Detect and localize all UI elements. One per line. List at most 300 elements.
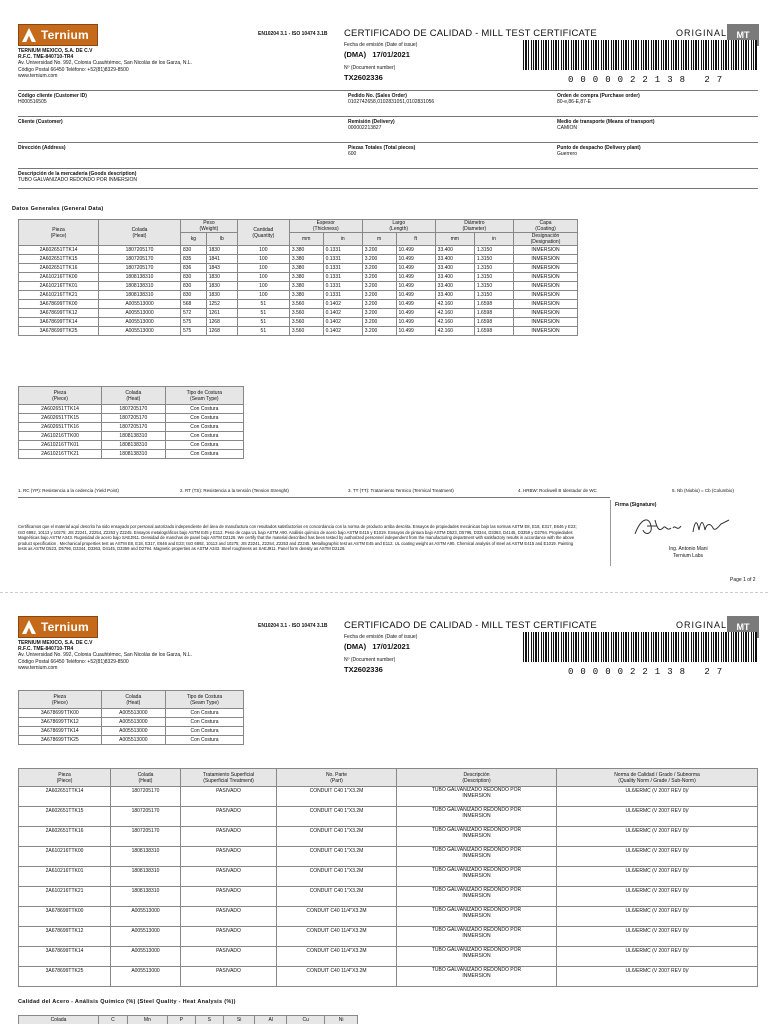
- cell-treatment: PASIVADO: [181, 807, 277, 827]
- seam-type-en: (Seam Type): [190, 395, 219, 402]
- mt-badge: MT: [727, 616, 759, 638]
- cell-heat: A005513000: [101, 709, 165, 718]
- purchase-order: 80-e,86-E,87-E: [557, 99, 591, 105]
- col-piece: [19, 220, 99, 246]
- surf-piece-en: (Piece): [56, 777, 73, 784]
- table-row: [19, 727, 244, 736]
- chem-col-p: P: [167, 1016, 195, 1024]
- cell-piece: 2A610216TTK01: [19, 867, 111, 887]
- cell-thickness-mm: 3.560: [289, 309, 323, 318]
- cell-heat: A005513000: [99, 318, 181, 327]
- cell-weight-kg: 830: [181, 282, 207, 291]
- company-website: www.ternium.com: [18, 72, 58, 79]
- cell-thickness-in: 0.1402: [323, 309, 362, 318]
- cell-seam-type: Con Costura: [165, 414, 243, 423]
- table-row: [19, 255, 578, 264]
- cell-length-m: 3.200: [362, 264, 396, 273]
- cell-coating: INMERSION: [514, 246, 578, 255]
- description-line: INMERSION: [462, 793, 491, 799]
- issue-date: [344, 642, 410, 651]
- seam-type-en: (Seam Type): [190, 699, 219, 706]
- company-phone: Código Postal 66450 Teléfono: +52(81)8329-8500: [18, 66, 129, 73]
- cell-treatment: PASIVADO: [181, 947, 277, 967]
- cell-weight-kg: 568: [181, 300, 207, 309]
- company-block: [18, 48, 258, 79]
- col-weight: [181, 220, 238, 233]
- barcode-number: 0000022138 27: [568, 75, 730, 85]
- delivery-plant: Guerrero: [557, 151, 578, 157]
- cell-piece: 2A610216TTK00: [19, 273, 99, 282]
- description-line: TUBO GALVANIZADO REDONDO POR: [431, 807, 522, 813]
- cell-thickness-mm: 3.380: [289, 282, 323, 291]
- seam-table-1: [18, 386, 244, 459]
- description-line: INMERSION: [462, 933, 491, 939]
- cell-part: CONDUIT C40 1"X3.2M: [277, 827, 397, 847]
- standard-ref: EN10204 3.1 - ISO 10474 3.1B: [258, 31, 328, 37]
- cell-length-ft: 10.499: [396, 309, 435, 318]
- cell-diameter-in: 1.3150: [474, 255, 513, 264]
- company-address: Av. Universidad No. 992, Colonia Cuauhtémoc, San Nicolás de los Garza, N.L.: [18, 60, 193, 67]
- pieces-cell: [348, 145, 415, 157]
- cell-heat: 1807205170: [102, 414, 166, 423]
- address-label: Dirección (Address): [18, 145, 66, 151]
- barcode: [523, 40, 757, 70]
- seam-piece-en: (Piece): [51, 699, 68, 706]
- cell-diameter-in: 1.6598: [474, 318, 513, 327]
- table-row: [19, 309, 578, 318]
- cell-thickness-mm: 3.560: [289, 300, 323, 309]
- cell-diameter-mm: 42.160: [435, 309, 474, 318]
- cell-heat: 1807205170: [111, 787, 181, 807]
- table-row: [19, 405, 244, 414]
- cell-heat: 1808138310: [102, 432, 166, 441]
- cell-quantity: 51: [237, 300, 289, 309]
- seam-col-piece: [19, 387, 102, 405]
- note-5: 5. Nb (Niobio) = Cb (Columbio): [672, 488, 734, 493]
- cell-heat: 1808138310: [111, 887, 181, 907]
- purchase-order-cell: [557, 93, 640, 105]
- surf-heat-label: Colada: [137, 771, 154, 778]
- unit-ft: ft: [396, 233, 435, 246]
- cell-weight-kg: 830: [181, 246, 207, 255]
- table-row: [19, 927, 758, 947]
- cell-diameter-mm: 42.160: [435, 300, 474, 309]
- cell-length-m: 3.200: [362, 291, 396, 300]
- company-address: Av. Universidad No. 992, Colonia Cuauhtémoc, San Nicolás de los Garza, N.L.: [18, 652, 193, 659]
- cell-heat: 1808138310: [99, 282, 181, 291]
- company-rfc: R.F.C. TME-840710-TR4: [18, 54, 74, 61]
- table-row: [19, 300, 578, 309]
- cell-length-ft: 10.499: [396, 282, 435, 291]
- issue-date: [344, 50, 410, 59]
- goods-label: Descripción de la mercadería (Goods description): [18, 171, 137, 177]
- cell-weight-kg: 830: [181, 273, 207, 282]
- cell-thickness-in: 0.1402: [323, 318, 362, 327]
- cell-heat: A005513000: [111, 907, 181, 927]
- seam-body-1: [19, 405, 244, 459]
- cell-description: [397, 807, 557, 827]
- issue-date-label: Fecha de emisión (Date of issue): [344, 634, 418, 640]
- cell-piece: 2A602651TTK15: [19, 255, 99, 264]
- cell-part: CONDUIT C40 11/4"X3.2M: [277, 927, 397, 947]
- cell-description: [397, 927, 557, 947]
- cell-coating: INMERSION: [514, 264, 578, 273]
- col-designation: [514, 233, 578, 246]
- certificate-page-2: [0, 592, 768, 1024]
- description-line: INMERSION: [462, 853, 491, 859]
- unit-mm: mm: [289, 233, 323, 246]
- table-row: [19, 827, 758, 847]
- goods-description: TUBO GALVANIZADO REDONDO POR INMERSION: [18, 177, 137, 183]
- cell-weight-kg: 572: [181, 309, 207, 318]
- sales-order-cell: [348, 93, 434, 105]
- cell-weight-lb: 1830: [206, 273, 237, 282]
- sales-order-label: Pedido No. (Sales Order): [348, 93, 407, 99]
- cell-part: CONDUIT C40 11/4"X3.2M: [277, 907, 397, 927]
- cell-heat: 1807205170: [102, 423, 166, 432]
- cell-piece: 3A678699TTK14: [19, 947, 111, 967]
- surf-col-treat: [181, 769, 277, 787]
- issue-date-format: (DMA): [344, 642, 367, 651]
- docnum-label: Nº (Document number): [344, 65, 396, 71]
- table-row: [19, 847, 758, 867]
- cell-piece: 3A678699TTK14: [19, 318, 99, 327]
- unit-kg: kg: [181, 233, 207, 246]
- description-line: TUBO GALVANIZADO REDONDO POR: [431, 927, 522, 933]
- table-row: [19, 291, 578, 300]
- surface-table: [18, 768, 758, 987]
- cell-length-m: 3.200: [362, 327, 396, 336]
- signer-name: Ing. Antonio Mani: [669, 546, 708, 552]
- cell-piece: 2A610216TTK00: [19, 847, 111, 867]
- cell-diameter-in: 1.3150: [474, 291, 513, 300]
- cell-weight-kg: 575: [181, 327, 207, 336]
- col-heat-en: (Heat): [132, 232, 147, 239]
- plant-cell: [557, 145, 641, 157]
- info-divider: [18, 116, 758, 117]
- chem-col-si: Si: [223, 1016, 255, 1024]
- cell-description: [397, 847, 557, 867]
- cell-heat: 1808138310: [102, 441, 166, 450]
- cell-seam-type: Con Costura: [165, 441, 243, 450]
- ternium-logo: [18, 616, 98, 638]
- cell-norm: UL6/ERMC (V 2007 REV 0)/: [557, 947, 758, 967]
- col-piece-en: (Piece): [50, 232, 67, 239]
- cell-diameter-mm: 33.400: [435, 282, 474, 291]
- cell-seam-type: Con Costura: [165, 432, 243, 441]
- seam-piece-label: Pieza: [53, 389, 67, 396]
- cell-description: [397, 827, 557, 847]
- cell-heat: 1807205170: [99, 255, 181, 264]
- description-line: INMERSION: [462, 833, 491, 839]
- surf-part-label: No. Parte: [325, 771, 348, 778]
- description-line: TUBO GALVANIZADO REDONDO POR: [431, 847, 522, 853]
- table-row: [19, 423, 244, 432]
- transport-label: Medio de transporte (Means of transport): [557, 119, 655, 125]
- cell-treatment: PASIVADO: [181, 907, 277, 927]
- cell-diameter-mm: 33.400: [435, 291, 474, 300]
- cell-piece: 2A602651TTK15: [19, 414, 102, 423]
- cell-quantity: 100: [237, 273, 289, 282]
- surf-treat-en: (Superficial Treatment): [203, 777, 254, 784]
- col-thk-en: (Thickness): [312, 226, 339, 232]
- cell-treatment: PASIVADO: [181, 887, 277, 907]
- seam-col-type: [165, 387, 243, 405]
- cell-piece: 3A678699TTK12: [19, 309, 99, 318]
- cell-length-ft: 10.499: [396, 327, 435, 336]
- cell-heat: 1808138310: [111, 847, 181, 867]
- issue-date-value: 17/01/2021: [372, 642, 410, 651]
- description-line: INMERSION: [462, 813, 491, 819]
- cell-quantity: 51: [237, 327, 289, 336]
- cell-quantity: 100: [237, 264, 289, 273]
- cell-part: CONDUIT C40 11/4"X3.2M: [277, 947, 397, 967]
- col-dia-en: (Diameter): [462, 226, 487, 232]
- chem-col-cu: Cu: [287, 1016, 325, 1024]
- cell-treatment: PASIVADO: [181, 847, 277, 867]
- company-website: www.ternium.com: [18, 664, 58, 671]
- cell-diameter-mm: 33.400: [435, 246, 474, 255]
- table-row: [19, 432, 244, 441]
- barcode: [523, 632, 757, 662]
- cell-piece: 3A678699TTK00: [19, 300, 99, 309]
- cell-length-m: 3.200: [362, 255, 396, 264]
- transport: CAMION: [557, 125, 577, 131]
- cell-coating: INMERSION: [514, 318, 578, 327]
- cell-seam-type: Con Costura: [166, 718, 244, 727]
- cell-norm: UL6/ERMC (V 2007 REV 0)/: [557, 967, 758, 987]
- ternium-mark-icon: [22, 620, 36, 634]
- seam-col-heat: [102, 387, 166, 405]
- cell-piece: 3A678699TTK00: [19, 907, 111, 927]
- cell-part: CONDUIT C40 1"X3.2M: [277, 847, 397, 867]
- cell-diameter-mm: 42.160: [435, 318, 474, 327]
- cell-thickness-mm: 3.380: [289, 246, 323, 255]
- cell-length-ft: 10.499: [396, 273, 435, 282]
- chem-col-ni: Ni: [325, 1016, 358, 1024]
- surf-norm-en: (Quality Norm / Grade / Sub-Norm): [618, 777, 696, 784]
- col-heat: [99, 220, 181, 246]
- cell-weight-lb: 1830: [206, 246, 237, 255]
- page-number: Page 1 of 2: [730, 577, 756, 583]
- chem-table: [18, 1015, 358, 1024]
- cell-treatment: PASIVADO: [181, 967, 277, 987]
- cell-piece: 2A610216TTK21: [19, 887, 111, 907]
- company-name: TERNIUM MEXICO, S.A. DE C.V: [18, 640, 93, 646]
- certificate-title: CERTIFICADO DE CALIDAD - MILL TEST CERTIFICATE: [344, 28, 597, 39]
- surf-piece-label: Pieza: [58, 771, 71, 778]
- description-line: TUBO GALVANIZADO REDONDO POR: [431, 967, 522, 973]
- cell-length-ft: 10.499: [396, 246, 435, 255]
- seam-table-2: [18, 690, 244, 745]
- seam-col-piece: [19, 691, 102, 709]
- cell-weight-lb: 1841: [206, 255, 237, 264]
- cell-seam-type: Con Costura: [166, 736, 244, 745]
- cell-heat: A005513000: [101, 718, 165, 727]
- cell-heat: A005513000: [99, 300, 181, 309]
- cell-diameter-in: 1.3150: [474, 273, 513, 282]
- cell-piece: 2A610216TTK21: [19, 450, 102, 459]
- cell-seam-type: Con Costura: [165, 450, 243, 459]
- surf-desc-label: Descripción: [463, 771, 490, 778]
- general-data-table: [18, 219, 578, 336]
- col-qty-label: Cantidad: [253, 226, 274, 233]
- chem-col-colada: Colada: [19, 1016, 99, 1024]
- cell-heat: 1807205170: [99, 246, 181, 255]
- cell-heat: 1807205170: [111, 827, 181, 847]
- seam-col-heat: [101, 691, 165, 709]
- seam-heat-label: Colada: [125, 693, 142, 700]
- cell-quantity: 100: [237, 255, 289, 264]
- cell-piece: 3A678699TTK25: [19, 736, 102, 745]
- company-rfc: R.F.C. TME-840710-TR4: [18, 646, 74, 653]
- cell-norm: UL6/ERMC (V 2007 REV 0)/: [557, 807, 758, 827]
- company-block: [18, 640, 258, 671]
- signature-box: [610, 500, 760, 566]
- cell-length-ft: 10.499: [396, 291, 435, 300]
- customer-id: H000516505: [18, 99, 47, 105]
- cell-seam-type: Con Costura: [166, 709, 244, 718]
- table-row: [19, 327, 578, 336]
- cell-length-m: 3.200: [362, 246, 396, 255]
- cell-diameter-mm: 42.160: [435, 327, 474, 336]
- notes-divider: [18, 497, 610, 498]
- certification-text: Certificamos que el material aquí descrito ha sido ensayado por personal autorizado independiente del área de manufactura con resultados satisfactorios en concordancia con la norma de producto arriba descrita. Ensayos de propiedades mecánicas bajo las normas ASTM E8, E18, E317, E646 y E23; ISO 6892, 10113 y 10275; JIS Z2241, Z2254, Z2253 y Z2245. Ensayos metalográficos bajo ASTM E45 y E112. Peso de capa UL bajo ASTM A90. Análisis químico de acero bajo ASTM E415 y E1019. Ensayos de pintura bajo ASTM D523, D5796, D3344, D3363, D4145, D3359 y D2794. Propiedades Magnéticas bajo ASTM A343. Rugosidad de acero bajo SAEJ911. Densidad de manchas de panel bajo ASTM D2126. We certify that the material described has been tested by authorized personnel independent from the manufacturing department with satisfactory results in accordance with the above product specification . Mechanical properties test as ASTM E8, E18, E317, E646 and E23; ISO 6892, 10113 and 10275; JIS Z2241, Z2254, Z2253 and Z2245. Metallographic test as ASTM E45 and E112. UL coating weight as ASTM A90. Chemical analysis of steel as ASTM E415 and E1019. Painting tests as ASTM D523, D5796, D3344, D3363, D4145, D3359 and D2794. Magnetic properties as ASTM A343. Steel roughness as SAEJ911. Panel form density as ASTM D2126.: [18, 524, 577, 551]
- seam-piece-en: (Piece): [52, 395, 68, 402]
- signer-dept: Ternium Labs: [673, 553, 704, 559]
- cell-weight-lb: 1843: [206, 264, 237, 273]
- description-line: INMERSION: [462, 913, 491, 919]
- table-row: [19, 907, 758, 927]
- cell-weight-lb: 1830: [206, 291, 237, 300]
- chem-col-mn: Mn: [127, 1016, 167, 1024]
- cell-piece: 2A610216TTK01: [19, 282, 99, 291]
- description-line: TUBO GALVANIZADO REDONDO POR: [431, 887, 522, 893]
- cell-diameter-in: 1.6598: [474, 309, 513, 318]
- cell-weight-lb: 1252: [206, 300, 237, 309]
- chem-title: Calidad del Acero - Análisis Químico (%) (Steel Quality - Heat Analysis (%)): [18, 999, 236, 1005]
- issue-date-value: 17/01/2021: [372, 50, 410, 59]
- cell-piece: 3A678699TTK12: [19, 718, 102, 727]
- cell-quantity: 100: [237, 291, 289, 300]
- ternium-logo: [18, 24, 98, 46]
- original-label: ORIGINAL: [676, 28, 728, 38]
- delivery-cell: [348, 119, 395, 131]
- cell-thickness-mm: 3.380: [289, 255, 323, 264]
- cell-piece: 2A602651TTK16: [19, 264, 99, 273]
- cell-piece: 3A678699TTK12: [19, 927, 111, 947]
- info-divider: [18, 188, 758, 189]
- company-name: TERNIUM MEXICO, S.A. DE C.V: [18, 48, 93, 54]
- cell-heat: 1807205170: [111, 807, 181, 827]
- cell-piece: 2A610216TTK00: [19, 432, 102, 441]
- cell-thickness-in: 0.1331: [323, 273, 362, 282]
- unit-in: in: [323, 233, 362, 246]
- surf-col-part: [277, 769, 397, 787]
- description-line: INMERSION: [462, 893, 491, 899]
- col-diameter: [435, 220, 513, 233]
- surf-heat-en: (Heat): [138, 777, 153, 784]
- cell-piece: 2A610216TTK21: [19, 291, 99, 300]
- info-divider: [18, 142, 758, 143]
- cell-coating: INMERSION: [514, 255, 578, 264]
- table-row: [19, 318, 578, 327]
- cell-thickness-mm: 3.560: [289, 327, 323, 336]
- cell-thickness-in: 0.1331: [323, 264, 362, 273]
- logo-text: Ternium: [41, 620, 89, 634]
- signature-label: Firma (Signature): [615, 502, 657, 508]
- cell-piece: 2A610216TTK01: [19, 441, 102, 450]
- cell-heat: 1808138310: [111, 867, 181, 887]
- cell-piece: 3A678699TTK25: [19, 327, 99, 336]
- delivery-label: Remisión (Delivery): [348, 119, 395, 125]
- table-row: [19, 867, 758, 887]
- cell-heat: 1807205170: [102, 405, 166, 414]
- transport-cell: [557, 119, 655, 131]
- description-line: TUBO GALVANIZADO REDONDO POR: [431, 907, 522, 913]
- logo-text: Ternium: [41, 28, 89, 42]
- surf-col-heat: [111, 769, 181, 787]
- cell-coating: INMERSION: [514, 282, 578, 291]
- general-data-body: [19, 246, 578, 336]
- cell-treatment: PASIVADO: [181, 827, 277, 847]
- cell-diameter-mm: 33.400: [435, 264, 474, 273]
- signature-image: [631, 514, 741, 540]
- cell-diameter-mm: 33.400: [435, 255, 474, 264]
- note-1: 1. RC (YP): Resistencia a la cedencia (Yield Point): [18, 488, 119, 493]
- plant-label: Punto de despacho (Delivery plant): [557, 145, 641, 151]
- cell-heat: 1807205170: [99, 264, 181, 273]
- cell-thickness-in: 0.1331: [323, 246, 362, 255]
- cell-diameter-in: 1.3150: [474, 282, 513, 291]
- seam-col-type: [166, 691, 244, 709]
- cell-quantity: 51: [237, 318, 289, 327]
- info-divider: [18, 90, 758, 91]
- cell-part: CONDUIT C40 1"X3.2M: [277, 807, 397, 827]
- document-number: TX2602336: [344, 665, 383, 674]
- cell-piece: 2A602651TTK14: [19, 787, 111, 807]
- seam-type-label: Tipo de Costura: [186, 693, 223, 700]
- cell-piece: 3A678699TTK25: [19, 967, 111, 987]
- docnum-label: Nº (Document number): [344, 657, 396, 663]
- cell-quantity: 100: [237, 282, 289, 291]
- cell-treatment: PASIVADO: [181, 927, 277, 947]
- table-row: [19, 887, 758, 907]
- cell-heat: 1808138310: [99, 273, 181, 282]
- cell-weight-lb: 1268: [206, 318, 237, 327]
- cell-heat: A005513000: [101, 727, 165, 736]
- cell-heat: A005513000: [101, 736, 165, 745]
- col-coating: [514, 220, 578, 233]
- col-weight-en: (Weight): [199, 226, 219, 232]
- cell-part: CONDUIT C40 1"X3.2M: [277, 887, 397, 907]
- ternium-mark-icon: [22, 28, 36, 42]
- table-row: [19, 264, 578, 273]
- cell-thickness-mm: 3.380: [289, 273, 323, 282]
- cell-norm: UL6/ERMC (V 2007 REV 0)/: [557, 887, 758, 907]
- cell-weight-lb: 1830: [206, 282, 237, 291]
- cell-heat: A005513000: [99, 327, 181, 336]
- chem-header-row: [19, 1016, 358, 1024]
- cell-diameter-in: 1.6598: [474, 327, 513, 336]
- cell-piece: 3A678699TTK00: [19, 709, 102, 718]
- purchase-order-label: Orden de compra (Purchase order): [557, 93, 640, 99]
- seam-piece-label: Pieza: [53, 693, 67, 700]
- customer-id-cell: [18, 93, 87, 105]
- surface-body: [19, 787, 758, 987]
- address-cell: [18, 145, 66, 151]
- cell-diameter-in: 1.3150: [474, 264, 513, 273]
